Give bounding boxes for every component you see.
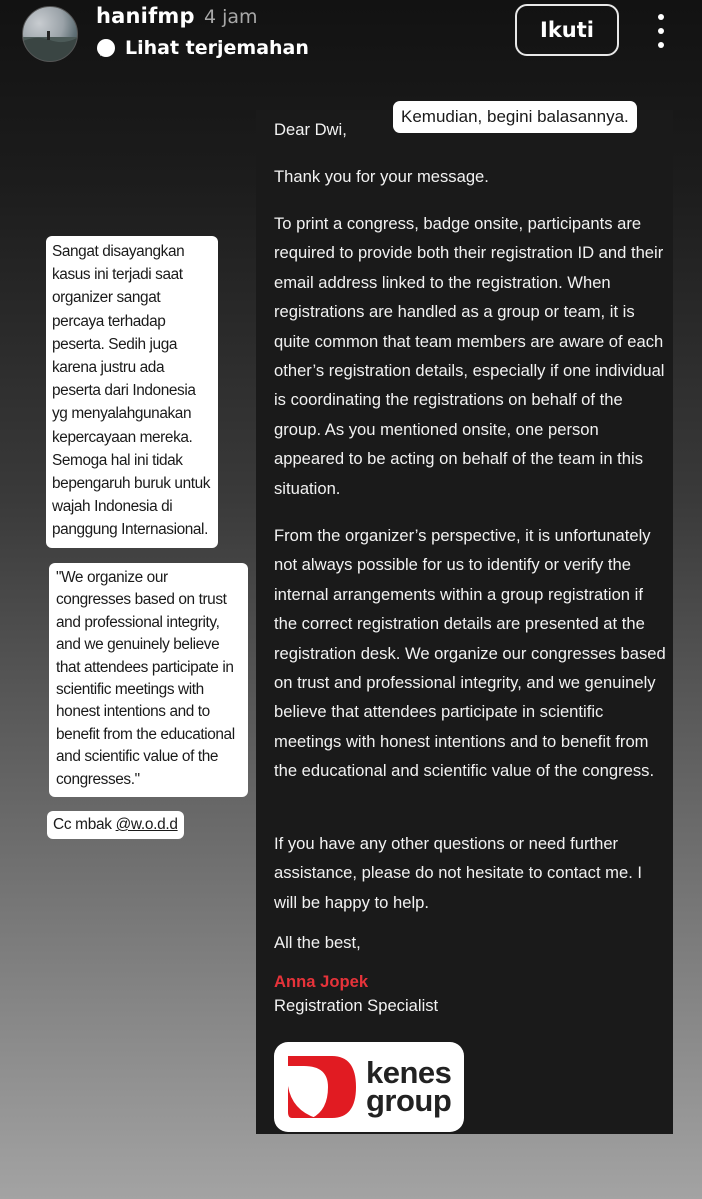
- follow-button[interactable]: Ikuti: [515, 4, 619, 56]
- avatar[interactable]: [22, 6, 78, 62]
- kenes-group-logo: [274, 1042, 464, 1132]
- logo-line-1: kenes: [366, 1055, 452, 1090]
- quote-sticker: "We organize our congresses based on trust and professional integrity, and we genuinely believe that attendees participate in scientific meetings with honest intentions and to benefit from the educational and scientific value of the congresses.": [49, 563, 248, 797]
- story-header: [0, 0, 702, 80]
- more-options-icon[interactable]: [649, 14, 673, 48]
- mention-sticker: [47, 811, 184, 839]
- letter-paragraph: Thank you for your message.: [274, 167, 489, 186]
- letter-paragraph: From the organizer’s perspective, it is unfortunately not always possible for us to identify or verify the internal arrangements within a group registration if the correct registration details are presented at the registration desk. We organize our congresses based on trust and professional integrity, and we genuinely believe that attendees participate in scientific meetings with honest intentions and to benefit from the educational and scientific value of the congress.: [274, 526, 666, 781]
- post-time: 4 jam: [204, 6, 258, 28]
- letter-greeting: Dear Dwi,: [274, 120, 347, 139]
- caption-sticker: Kemudian, begini balasannya.: [393, 101, 637, 133]
- mention-link[interactable]: @w.o.d.d: [115, 816, 178, 833]
- signer-name: Anna Jopek: [274, 972, 369, 991]
- see-translation-link[interactable]: [96, 37, 309, 59]
- letter-paragraph: If you have any other questions or need further assistance, please do not hesitate to contact me. I will be happy to help.: [274, 834, 643, 912]
- username[interactable]: hanifmp: [96, 4, 195, 28]
- email-reply-screenshot: [256, 110, 673, 1134]
- mention-prefix: Cc mbak: [53, 816, 116, 833]
- logo-line-2: group: [366, 1083, 452, 1118]
- letter-paragraph: To print a congress, badge onsite, participants are required to provide both their registration ID and their email address linked to the registration. When registrations are handled as a group or team, it is quite common that team members are aware of each other’s registration details, especially if one individual is coordinating the registrations on behalf of the group. As you mentioned onsite, one person appeared to be acting on behalf of the team in this situation.: [274, 214, 665, 498]
- commentary-sticker: Sangat disayangkan kasus ini terjadi saat organizer sangat percaya terhadap peserta. Sedih juga karena justru ada peserta dari Indonesia yg menyalahgunakan kepercayaan mereka. Semoga hal ini tidak bepengaruh buruk untuk wajah Indonesia di panggung Internasional.: [46, 236, 218, 548]
- kenes-mark-icon: [282, 1050, 360, 1124]
- signer-title: Registration Specialist: [274, 996, 439, 1015]
- kenes-wordmark: [366, 1055, 452, 1118]
- translate-icon: [96, 38, 116, 58]
- letter-closing: All the best,: [274, 933, 361, 952]
- see-translation-label: Lihat terjemahan: [125, 37, 309, 59]
